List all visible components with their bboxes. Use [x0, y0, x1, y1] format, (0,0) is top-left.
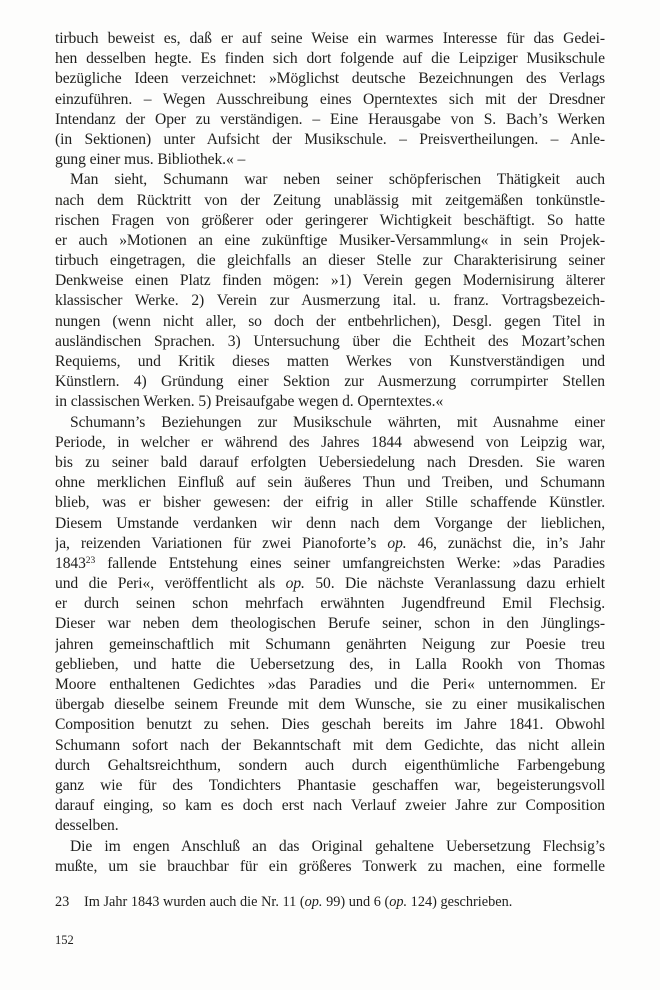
text-segment: Periode, in welcher er während des Jahres 1844 abwesend von Leipzig war, — [55, 433, 605, 451]
italic-text: op. — [304, 893, 323, 910]
text-line — [55, 49, 605, 69]
text-segment: übergab dieselbe seinem Freunde mit dem Wunsche, sie zu einer musikalischen — [55, 696, 605, 714]
text-segment: tirbuch eingetragen, die gleichfalls an dieser Stelle zur Charakterisirung seiner — [55, 252, 605, 270]
text-segment: jahren gemeinschaftlich mit Schumann genährten Neigung zur Poesie treu — [55, 635, 605, 653]
text-segment: ja, reizenden Variationen für zwei Pianoforte’s — [55, 534, 388, 552]
text-line — [55, 130, 605, 150]
paragraph — [55, 413, 605, 837]
text-segment: nungen (wenn nicht aller, so doch der entbehrlichen), Desgl. gegen Titel in — [55, 312, 605, 330]
text-segment: (in Sektionen) unter Aufsicht der Musikschule. – Preisvertheilungen. – Anle- — [55, 130, 605, 148]
text-line — [55, 453, 605, 473]
text-segment: Composition benutzt zu sehen. Dies geschah bereits im Jahre 1841. Obwohl — [55, 716, 605, 734]
text-segment: Künstlern. 4) Gründung einer Sektion zur Ausmerzung corrumpirter Stellen — [55, 373, 605, 391]
text-line — [55, 231, 605, 251]
text-segment: desselben. — [55, 817, 119, 835]
text-segment: mußte, um sie brauchbar für ein größeres Tonwerk zu machen, eine formelle — [55, 857, 605, 875]
text-line — [55, 473, 605, 493]
text-segment: geblieben, und hatte die Uebersetzung des, in Lalla Rookh von Thomas — [55, 655, 605, 673]
text-segment: ausländischen Sprachen. 3) Untersuchung über die Echtheit des Mozart’schen — [55, 332, 605, 350]
text-line — [55, 574, 605, 594]
text-segment: klassischer Werke. 2) Verein zur Ausmerzung ital. u. franz. Vortragsbezeich- — [55, 292, 605, 310]
text-line — [55, 816, 605, 836]
paragraph — [55, 170, 605, 412]
text-segment: Diesem Umstande verdanken wir denn nach dem Vorgange der lieblichen, — [55, 514, 605, 532]
text-segment: bezügliche Ideen verzeichnet: »Möglichst deutsche Bezeichnungen des Verlags — [55, 70, 605, 88]
text-line — [55, 736, 605, 756]
text-line — [55, 372, 605, 392]
text-segment: hen desselben hegte. Es finden sich dort folgende auf die Leipziger Musikschule — [55, 50, 605, 68]
text-segment: Intendanz der Oper zu verständigen. – Eine Herausgabe von S. Bach’s Werken — [55, 110, 605, 128]
italic-text: op. — [387, 534, 407, 552]
text-line — [55, 90, 605, 110]
text-line — [55, 614, 605, 634]
text-line — [55, 534, 605, 554]
text-segment: nach dem Rücktritt von der Zeitung unablässig mit zeitgemäßen tonkünstle- — [55, 191, 605, 209]
text-line — [55, 332, 605, 352]
text-line — [55, 796, 605, 816]
text-segment: 1843 — [55, 554, 86, 572]
text-segment: durch Gehaltsreichthum, sondern auch durch eigenthümliche Farbengebung — [55, 756, 605, 774]
text-line — [55, 837, 605, 857]
footnote-reference: 23 — [85, 555, 96, 566]
text-segment: Dieser war neben dem theologischen Berufe seiner, schon in den Jünglings- — [55, 615, 605, 633]
text-line — [55, 29, 605, 49]
text-line — [55, 433, 605, 453]
text-line — [55, 291, 605, 311]
text-line — [55, 756, 605, 776]
text-line — [55, 271, 605, 291]
text-line — [55, 110, 605, 130]
text-segment: fallende Entstehung eines seiner umfangreichsten Werke: »das Paradies — [95, 554, 605, 572]
text-line — [55, 675, 605, 695]
text-line — [55, 251, 605, 271]
text-segment: 46, zunächst die, in’s Jahr — [406, 534, 605, 552]
text-line — [55, 392, 605, 412]
footnote-number: 23 — [55, 893, 70, 910]
text-line — [55, 695, 605, 715]
text-segment: tirbuch beweist es, daß er auf seine Weise ein warmes Interesse für das Gedei- — [55, 30, 605, 47]
text-segment: ohne merklichen Einfluß auf sein äußeres Thun und Treiben, und Schumann — [55, 474, 605, 492]
text-segment: er durch seinen schon mehrfach erwähnten Jugendfreund Emil Flechsig. — [55, 595, 605, 613]
footnote — [55, 893, 605, 912]
text-block — [55, 29, 605, 877]
text-segment: Die im engen Anschluß an das Original gehaltene Uebersetzung Flechsig’s — [70, 837, 605, 855]
italic-text: op. — [389, 893, 408, 910]
text-line — [55, 514, 605, 534]
text-line — [55, 312, 605, 332]
page-number: 152 — [55, 932, 74, 947]
text-segment: einzuführen. – Wegen Ausschreibung eines Operntextes sich mit der Dresdner — [55, 90, 605, 108]
text-line — [55, 211, 605, 231]
text-segment: Schumann sofort nach der Bekanntschaft mit dem Gedichte, das nicht allein — [55, 736, 605, 754]
paragraph — [55, 29, 605, 170]
text-segment: rischen Fragen von größerer oder geringerer Wichtigkeit beschäftigt. So hatte — [55, 211, 605, 229]
text-segment: Denkweise einen Platz finden mögen: »1) Verein gegen Modernisirung älterer — [55, 272, 605, 290]
text-line — [55, 776, 605, 796]
text-segment: Moore enthaltenen Gedichtes »das Paradies und die Peri« unternommen. Er — [55, 676, 605, 693]
text-segment: in classischen Werken. 5) Preisaufgabe wegen d. Operntextes.« — [55, 393, 444, 411]
text-line — [55, 150, 605, 170]
text-segment: darauf einging, so kam es doch erst nach Verlauf zweier Jahre zur Composition — [55, 797, 605, 815]
text-segment: 50. Die nächste Veranlassung dazu erhielt — [304, 575, 605, 593]
text-segment: er auch »Motionen an eine zukünftige Musiker-Versammlung« in sein Projek- — [55, 231, 605, 249]
italic-text: op. — [285, 575, 305, 593]
paragraph — [55, 837, 605, 877]
text-segment: Im Jahr 1843 wurden auch die Nr. 11 ( — [84, 893, 305, 910]
text-line — [55, 554, 605, 574]
text-segment: Man sieht, Schumann war neben seiner schöpferischen Thätigkeit auch — [70, 171, 605, 189]
text-line — [55, 594, 605, 614]
text-segment: bis zu seiner bald darauf erfolgten Uebersiedelung nach Dresden. Sie waren — [55, 453, 605, 471]
text-segment: Requiems, und Kritik dieses matten Werkes von Kunstverständigen und — [55, 353, 605, 370]
text-segment: 124) geschrieben. — [407, 893, 513, 910]
text-line — [55, 493, 605, 513]
text-line — [55, 655, 605, 675]
text-line — [55, 191, 605, 211]
text-line — [55, 69, 605, 89]
text-line — [55, 170, 605, 190]
text-segment: gung einer mus. Bibliothek.« – — [55, 151, 246, 169]
text-segment: und die Peri«, veröffentlicht als — [55, 575, 286, 593]
text-line — [55, 352, 605, 372]
text-line — [55, 413, 605, 433]
text-line — [55, 857, 605, 877]
text-line — [55, 715, 605, 735]
text-segment: blieb, was er bisher gewesen: der eifrig in aller Stille schaffende Künstler. — [55, 494, 605, 512]
text-line — [55, 635, 605, 655]
text-segment: ganz wie für des Tondichters Phantasie geschaffen war, begeisterungsvoll — [55, 776, 605, 794]
footnote-text — [84, 893, 605, 912]
text-segment: Schumann’s Beziehungen zur Musikschule währten, mit Ausnahme einer — [70, 413, 605, 431]
text-segment: 99) und 6 ( — [322, 893, 390, 910]
